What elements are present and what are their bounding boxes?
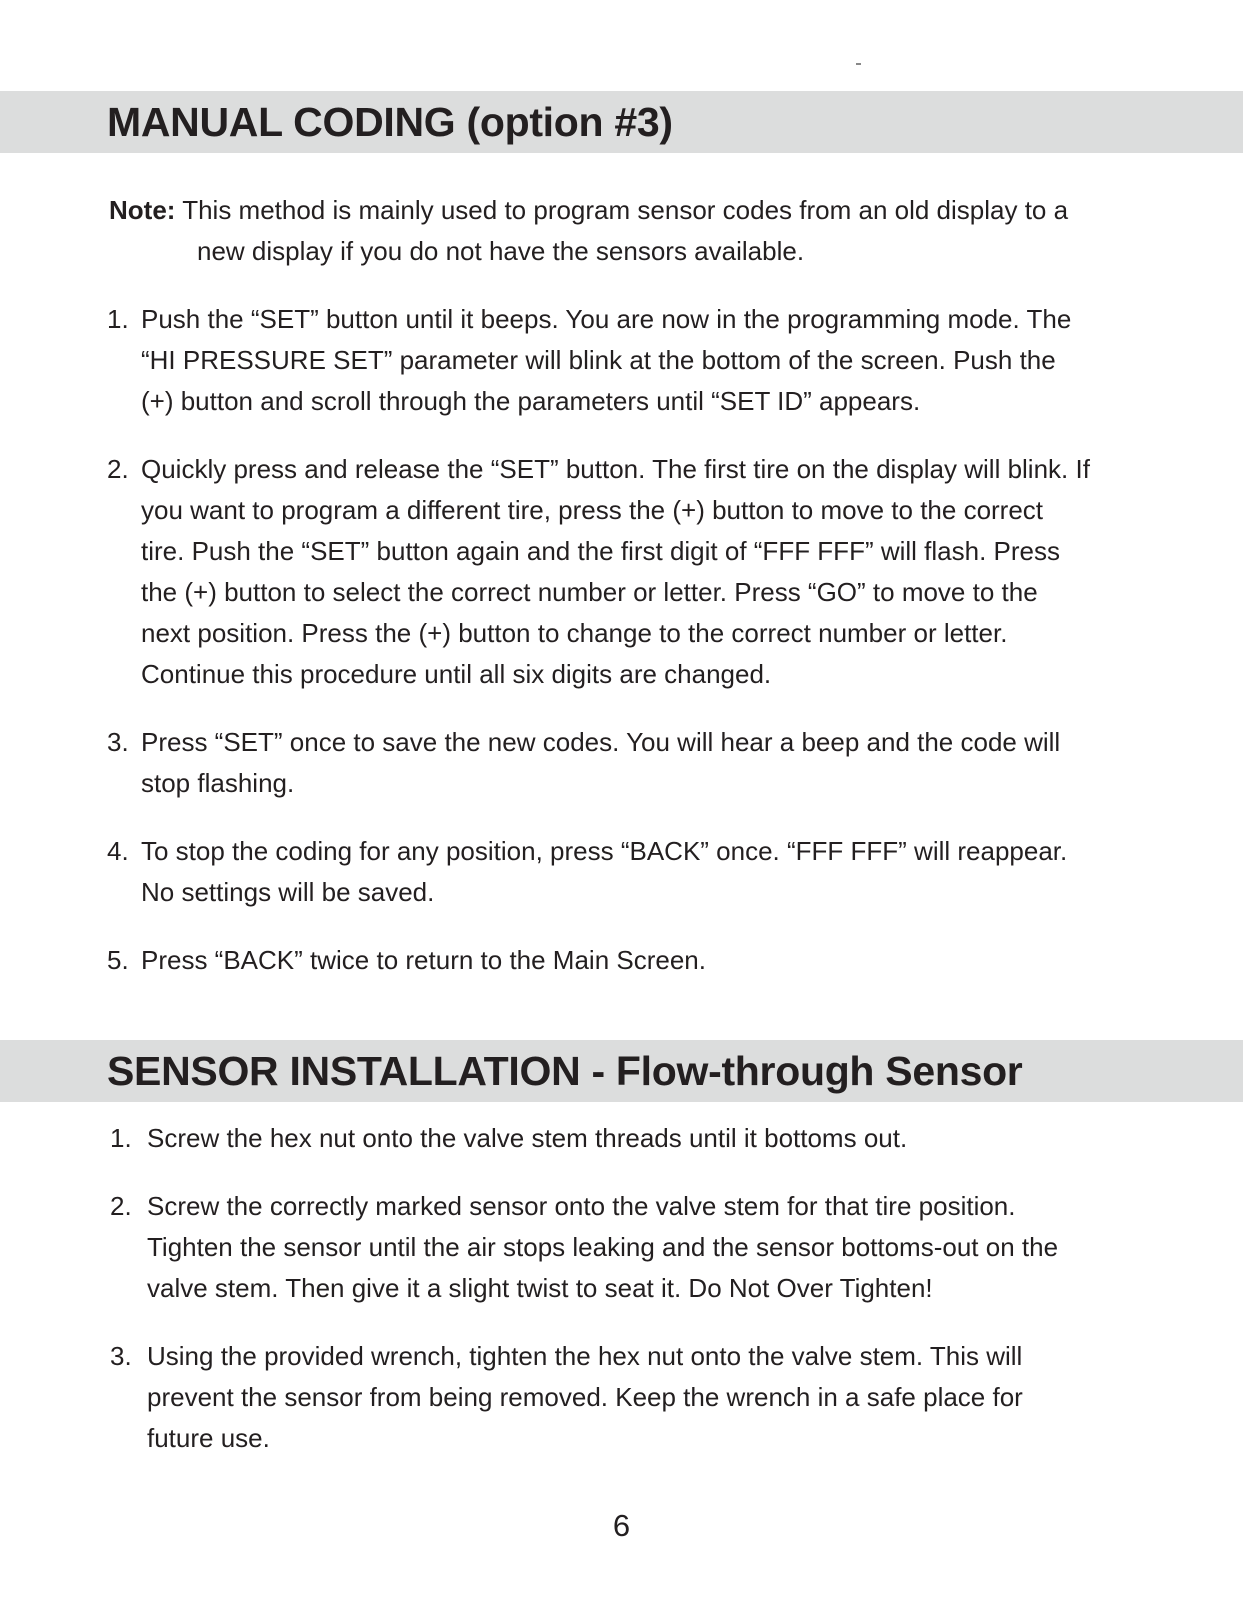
step-item (107, 940, 1147, 981)
step-number: 1. (107, 304, 129, 334)
step-item (107, 722, 1147, 804)
note-text-line-2: new display if you do not have the sensors available. (197, 236, 805, 266)
step-text-line: Press “SET” once to save the new codes. You will hear a beep and the code will (141, 727, 1061, 757)
step-item (110, 1336, 1150, 1459)
note-label: Note: (109, 195, 176, 225)
note-text-line-1: This method is mainly used to program sensor codes from an old display to a (182, 195, 1069, 225)
step-number: 1. (110, 1123, 132, 1153)
step-text-line: Tighten the sensor until the air stops leaking and the sensor bottoms-out on the (147, 1232, 1059, 1262)
step-text-line: Continue this procedure until all six digits are changed. (141, 659, 772, 689)
step-text-line: (+) button and scroll through the parameters until “SET ID” appears. (141, 386, 921, 416)
manual-coding-steps (107, 299, 1147, 1008)
step-item (107, 449, 1147, 695)
step-text-line: Screw the hex nut onto the valve stem threads until it bottoms out. (147, 1123, 908, 1153)
step-text-line: prevent the sensor from being removed. Keep the wrench in a safe place for (147, 1382, 1023, 1412)
step-text-line: Screw the correctly marked sensor onto the valve stem for that tire position. (147, 1191, 1016, 1221)
step-text-line: tire. Push the “SET” button again and the first digit of “FFF FFF” will flash. Press (141, 536, 1060, 566)
page-number: 6 (612, 1508, 631, 1543)
sensor-installation-steps (110, 1118, 1150, 1486)
step-text-line: Press “BACK” twice to return to the Main Screen. (141, 945, 706, 975)
sensor-installation-title: SENSOR INSTALLATION - Flow-through Sensor (107, 1048, 1023, 1094)
step-text-line: Push the “SET” button until it beeps. You are now in the programming mode. The (141, 304, 1072, 334)
step-text-line: next position. Press the (+) button to change to the correct number or letter. (141, 618, 1008, 648)
step-item (110, 1118, 1150, 1159)
step-item (110, 1186, 1150, 1309)
step-number: 5. (107, 945, 129, 975)
step-number: 3. (107, 727, 129, 757)
manual-coding-title: MANUAL CODING (option #3) (107, 99, 673, 145)
step-text-line: the (+) button to select the correct number or letter. Press “GO” to move to the (141, 577, 1038, 607)
step-number: 4. (107, 836, 129, 866)
step-text-line: future use. (147, 1423, 270, 1453)
sensor-installation-header (0, 1040, 1243, 1102)
step-text-line: you want to program a different tire, press the (+) button to move to the correct (141, 495, 1044, 525)
step-text-line: valve stem. Then give it a slight twist to seat it. Do Not Over Tighten! (147, 1273, 933, 1303)
step-item (107, 299, 1147, 422)
step-text-line: To stop the coding for any position, press “BACK” once. “FFF FFF” will reappear. (141, 836, 1068, 866)
step-text-line: stop flashing. (141, 768, 295, 798)
step-number: 2. (110, 1191, 132, 1221)
step-text-line: No settings will be saved. (141, 877, 435, 907)
stray-mark (856, 63, 861, 65)
step-number: 3. (110, 1341, 132, 1371)
step-number: 2. (107, 454, 129, 484)
step-item (107, 831, 1147, 913)
note-paragraph (109, 190, 1149, 272)
manual-coding-header (0, 91, 1243, 153)
step-text-line: Using the provided wrench, tighten the hex nut onto the valve stem. This will (147, 1341, 1023, 1371)
step-text-line: “HI PRESSURE SET” parameter will blink at the bottom of the screen. Push the (141, 345, 1056, 375)
step-text-line: Quickly press and release the “SET” button. The first tire on the display will blink. If (141, 454, 1090, 484)
